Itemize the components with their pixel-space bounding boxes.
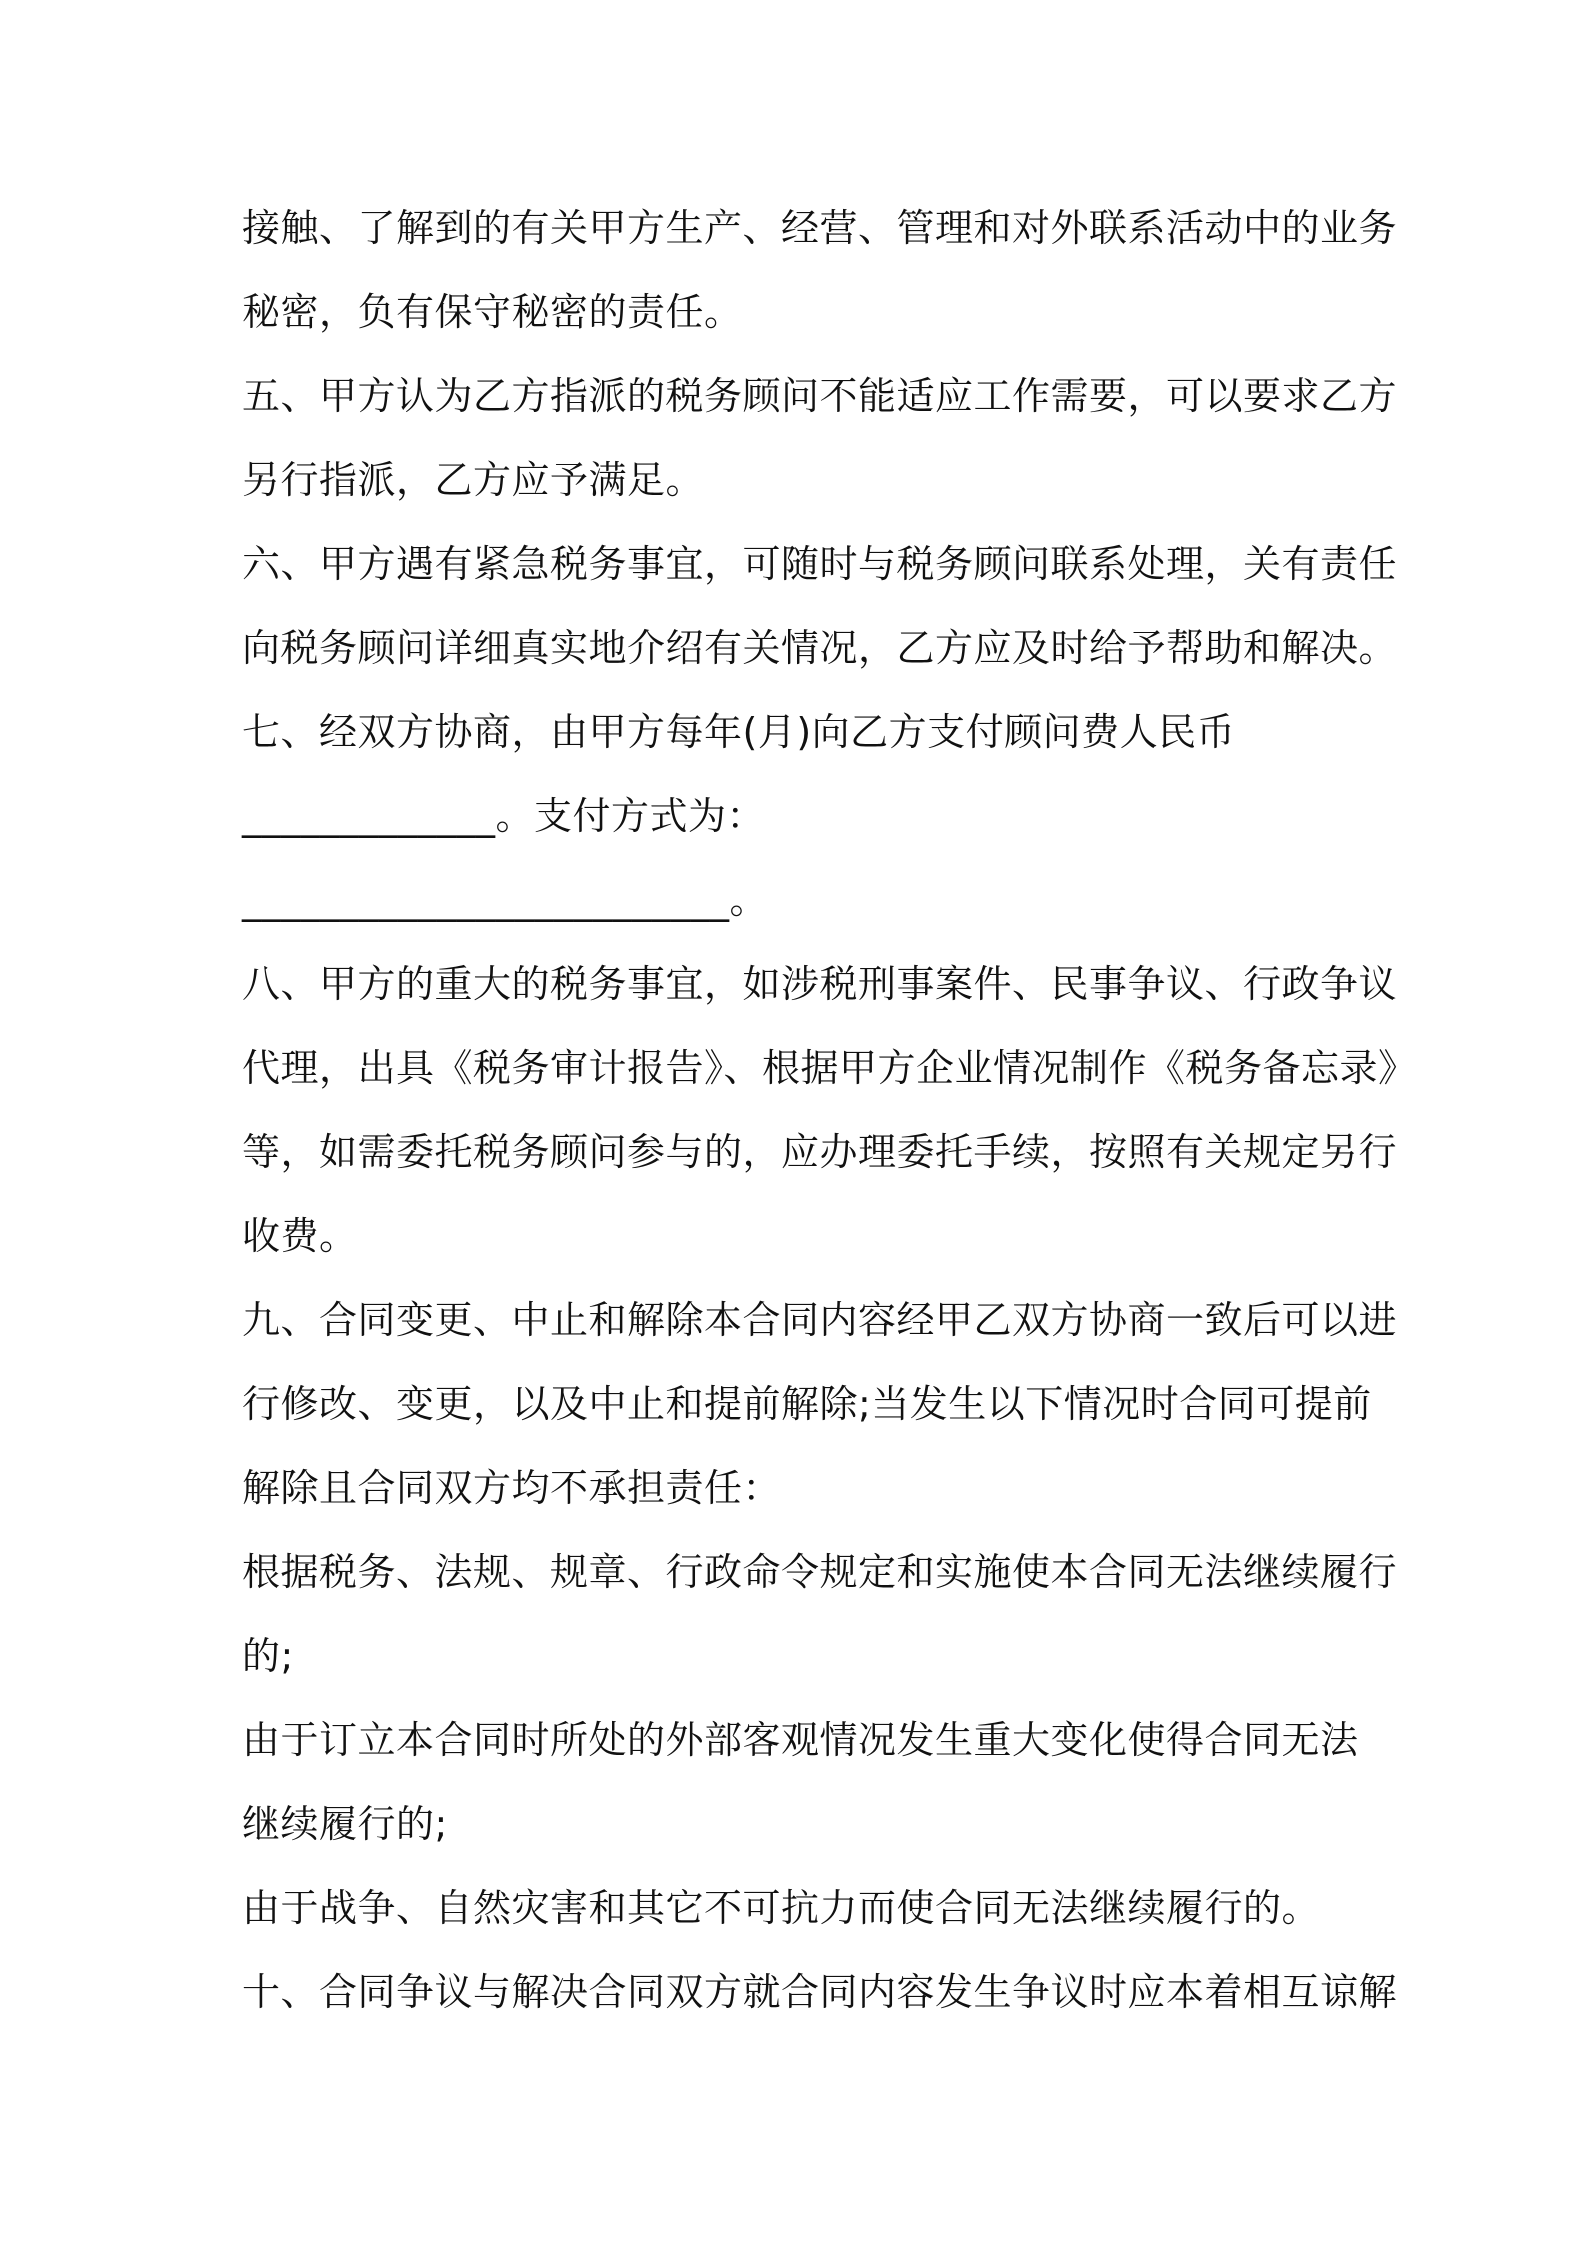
- text-line: 解除且合同双方均不承担责任：: [242, 1466, 782, 1510]
- text-line: 继续履行的;: [242, 1802, 448, 1846]
- text-line: 根据税务、法规、规章、行政命令规定和实施使本合同无法继续履行: [242, 1550, 1398, 1594]
- text-line: 的;: [242, 1634, 294, 1678]
- text-line: 接触、了解到的有关甲方生产、经营、管理和对外联系活动中的业务: [242, 206, 1398, 250]
- text-line: 由于战争、自然灾害和其它不可抗力而使合同无法继续履行的。: [242, 1886, 1321, 1930]
- text-line: 另行指派，乙方应予满足。: [242, 458, 705, 502]
- text-line: 收费。: [242, 1214, 358, 1258]
- text-line: 五、甲方认为乙方指派的税务顾问不能适应工作需要，可以要求乙方: [242, 374, 1398, 418]
- text-line: 行修改、变更，以及中止和提前解除;当发生以下情况时合同可提前: [242, 1382, 1372, 1426]
- text-line: 向税务顾问详细真实地介绍有关情况，乙方应及时给予帮助和解决。: [242, 626, 1398, 670]
- text-line: 代理，出具《税务审计报告》、根据甲方企业情况制作《税务备忘录》: [242, 1046, 1417, 1090]
- text-line: 九、合同变更、中止和解除本合同内容经甲乙双方协商一致后可以进: [242, 1298, 1398, 1342]
- text-line: 秘密，负有保守秘密的责任。: [242, 290, 743, 334]
- text-line: 等，如需委托税务顾问参与的，应办理委托手续，按照有关规定另行: [242, 1130, 1398, 1174]
- text-line: 八、甲方的重大的税务事宜，如涉税刑事案件、民事争议、行政争议: [242, 962, 1398, 1006]
- text-line: 七、经双方协商，由甲方每年(月)向乙方支付顾问费人民币: [242, 710, 1236, 754]
- text-line: 六、甲方遇有紧急税务事宜，可随时与税务顾问联系处理，关有责任: [242, 542, 1398, 586]
- text-line: _________________________。: [242, 878, 769, 922]
- text-line: 十、合同争议与解决合同双方就合同内容发生争议时应本着相互谅解: [242, 1970, 1398, 2014]
- text-line: 由于订立本合同时所处的外部客观情况发生重大变化使得合同无法: [242, 1718, 1359, 1762]
- text-line: _____________。支付方式为：: [242, 794, 766, 838]
